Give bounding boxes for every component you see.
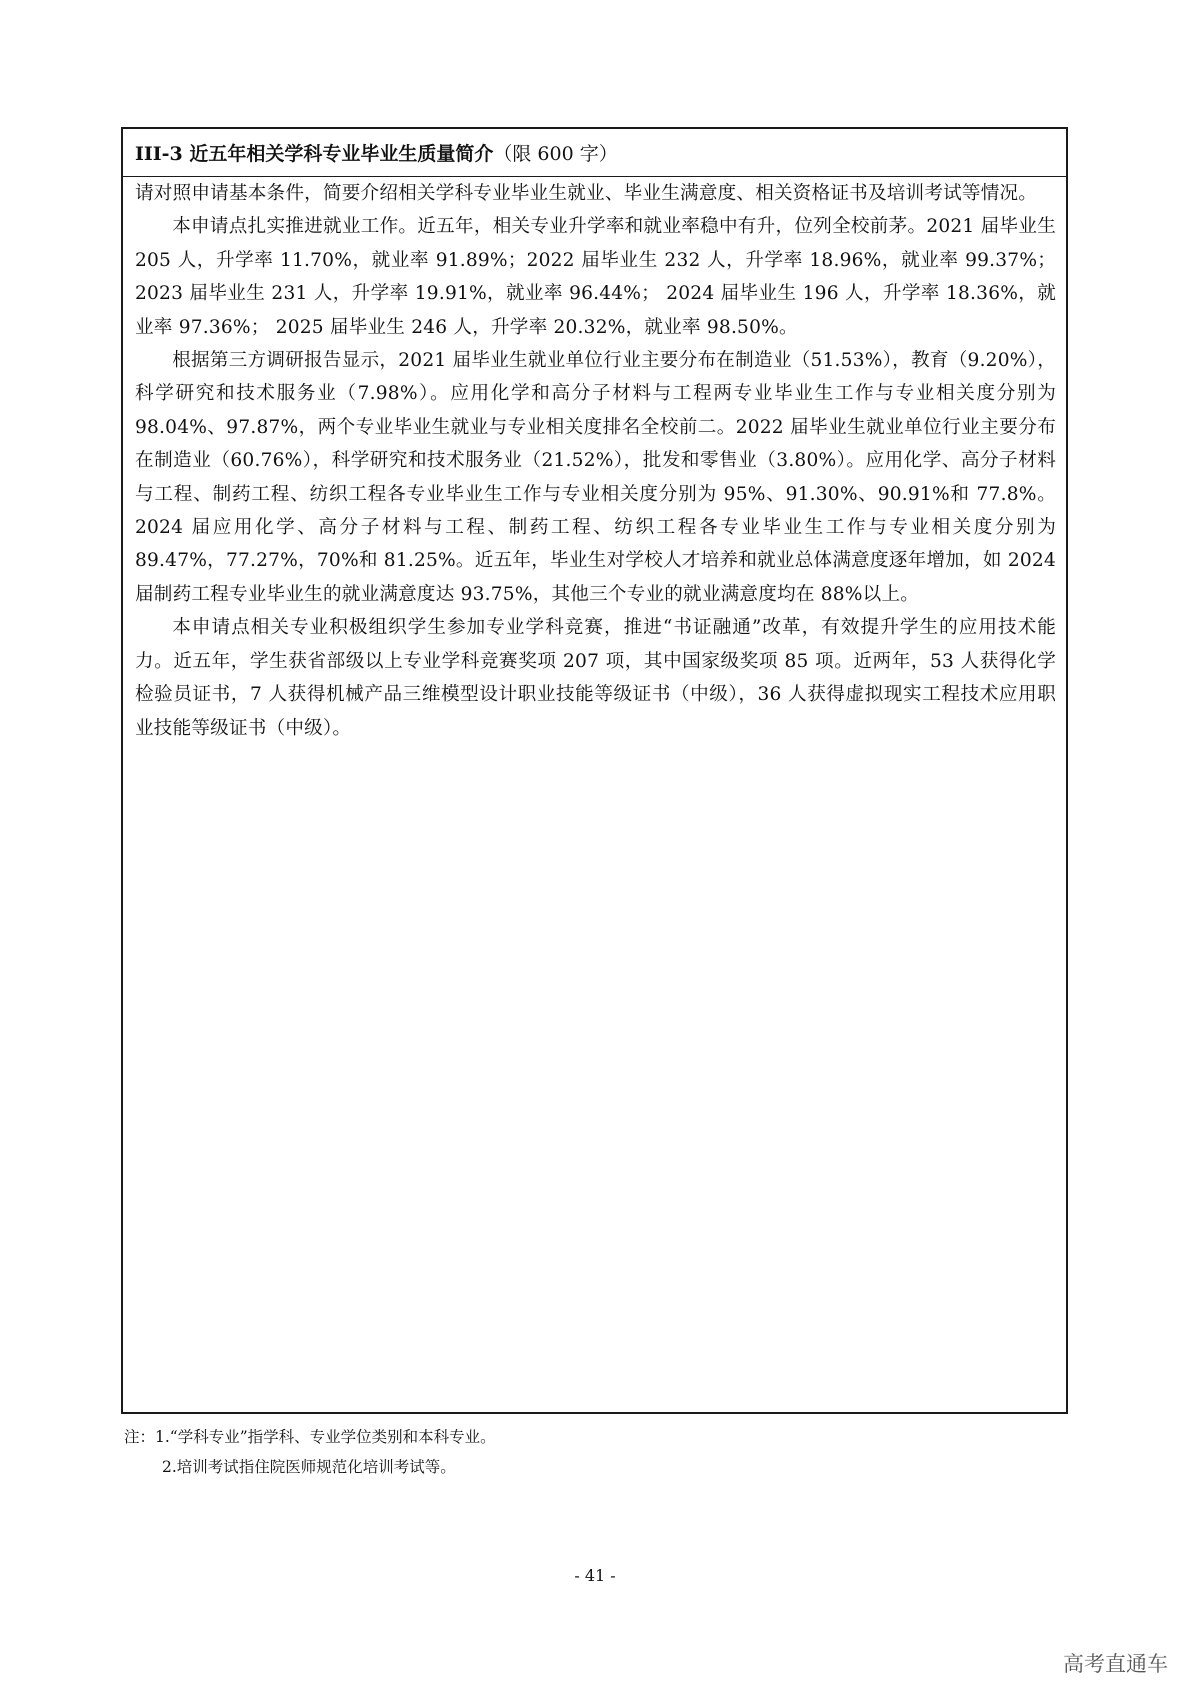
page-number: - 41 - [574,1566,616,1585]
footnotes [124,1422,496,1482]
instruction-paragraph: 请对照申请基本条件，简要介绍相关学科专业毕业生就业、毕业生满意度、相关资格证书及培训考试等情况。 [135,183,1038,204]
competition-paragraph: 本申请点相关专业积极组织学生参加专业学科竞赛，推进“书证融通”改革，有效提升学生的应用技术能力。近五年，学生获省部级以上专业学科竞赛奖项 207 项，其中国家级奖项 85 项。近两年，53 人获得化学检验员证书，7 人获得机械产品三维模型设计职业技能等级证书（中级），36 人获得虚拟现实工程技术应用职业技能等级证书（中级）。 [135,617,1056,739]
watermark: 高考直通车 [1063,1652,1168,1676]
section-title: III-3 近五年相关学科专业毕业生质量简介 [135,143,494,165]
footnote-1: 注：1.“学科专业”指学科、专业学位类别和本科专业。 [124,1428,496,1446]
employment-paragraph: 本申请点扎实推进就业工作。近五年，相关专业升学率和就业率稳中有升，位列全校前茅。2021 届毕业生 205 人，升学率 11.70%，就业率 91.89%；2022 届毕业生 232 人，升学率 18.96%，就业率 99.37%；2023 届毕业生 231 人，升学率 19.91%，就业率 96.44%； 2024 届毕业生 196 人，升学率 18.36%，就业率 97.36%； 2025 届毕业生 246 人，升学率 20.32%，就业率 98.50%。 [135,216,1056,338]
section-body [123,177,1066,745]
footnote-2: 2.培训考试指住院医师规范化培训考试等。 [162,1458,456,1476]
section-word-limit: （限 600 字） [493,143,618,165]
section-header [123,129,1066,177]
survey-paragraph: 根据第三方调研报告显示，2021 届毕业生就业单位行业主要分布在制造业（51.53%），教育（9.20%），科学研究和技术服务业（7.98%）。应用化学和高分子材料与工程两专业毕业生工作与专业相关度分别为 98.04%、97.87%，两个专业毕业生就业与专业相关度排名全校前二。2022 届毕业生就业单位行业主要分布在制造业（60.76%），科学研究和技术服务业（21.52%），批发和零售业（3.80%）。应用化学、高分子材料与工程、制药工程、纺织工程各专业毕业生工作与专业相关度分别为 95%、91.30%、90.91%和 77.8%。2024 届应用化学、高分子材料与工程、制药工程、纺织工程各专业毕业生工作与专业相关度分别为 89.47%，77.27%，70%和 81.25%。近五年，毕业生对学校人才培养和就业总体满意度逐年增加，如 2024 届制药工程专业毕业生的就业满意度达 93.75%，其他三个专业的就业满意度均在 88%以上。 [135,350,1056,605]
form-table [121,127,1068,1414]
